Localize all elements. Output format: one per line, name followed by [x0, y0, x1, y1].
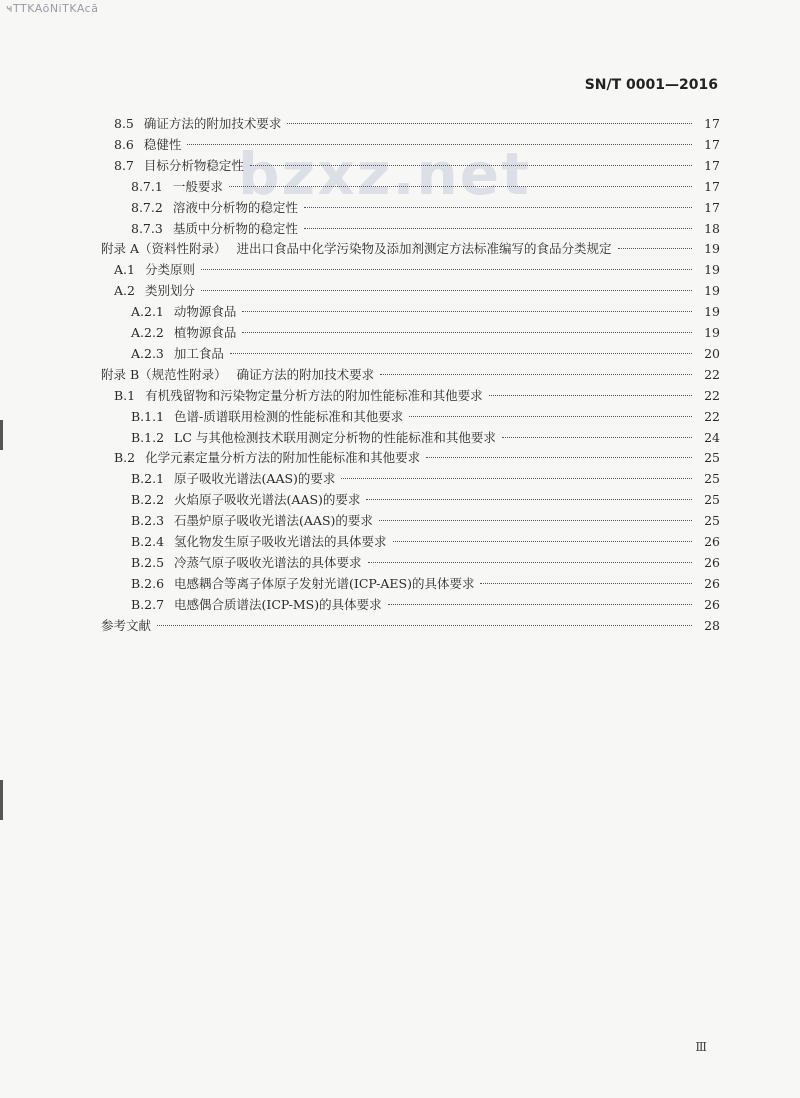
dot-leader — [230, 353, 692, 354]
toc-entry-title: 参考文献 — [101, 617, 152, 633]
dot-leader — [229, 186, 692, 187]
toc-entry-title: 确证方法的附加技术要求 — [236, 366, 375, 382]
toc-entry[interactable] — [101, 616, 720, 636]
toc-entry[interactable] — [131, 490, 720, 510]
toc-entry[interactable] — [101, 239, 720, 259]
toc-entry-page: 25 — [704, 492, 720, 508]
toc-entry-page: 17 — [704, 116, 720, 131]
dot-leader — [379, 520, 692, 521]
toc-entry-number: 8.7.1 — [131, 178, 163, 194]
toc-entry-number: 附录 B（规范性附录） — [101, 366, 227, 382]
dot-leader — [368, 562, 692, 563]
toc-entry[interactable] — [101, 365, 720, 385]
toc-entry-page: 19 — [704, 304, 720, 320]
toc-entry-title: 基质中分析物的稳定性 — [172, 220, 298, 236]
toc-entry[interactable] — [131, 428, 720, 448]
toc-entry-number: 8.5 — [114, 116, 134, 131]
toc-entry-number: A.2.3 — [131, 345, 164, 361]
standard-number: SN/T 0001—2016 — [584, 77, 718, 93]
toc-entry-number: B.2.7 — [131, 596, 165, 612]
toc-entry-title: 分类原则 — [144, 262, 195, 278]
toc-entry-number: B.1 — [114, 387, 136, 403]
toc-entry-number: B.2 — [114, 450, 136, 466]
toc-entry-number: B.2.3 — [131, 513, 165, 529]
toc-entry[interactable] — [131, 302, 720, 322]
dot-leader — [502, 437, 692, 438]
toc-entry-title: 原子吸收光谱法(AAS)的要求 — [174, 471, 336, 487]
toc-entry[interactable] — [131, 574, 720, 594]
toc-entry-page: 25 — [704, 450, 720, 466]
toc-entry-number: A.2.1 — [131, 304, 164, 320]
toc-entry-title: 化学元素定量分析方法的附加性能标准和其他要求 — [145, 450, 421, 466]
toc-entry-title: 冷蒸气原子吸收光谱法的具体要求 — [174, 554, 362, 570]
toc-entry-title: 电感偶合质谱法(ICP-MS)的具体要求 — [174, 596, 382, 612]
dot-leader — [287, 123, 692, 124]
dot-leader — [366, 499, 692, 500]
toc-entry-page: 25 — [704, 513, 720, 529]
toc-entry-number: 附录 A（资料性附录） — [101, 241, 227, 257]
toc-entry-page: 19 — [704, 262, 720, 278]
toc-entry-page: 26 — [704, 554, 720, 570]
dot-leader — [250, 165, 692, 166]
dot-leader — [242, 311, 692, 312]
toc-entry-number: B.2.5 — [131, 554, 165, 570]
toc-entry-title: 氢化物发生原子吸收光谱法的具体要求 — [174, 534, 387, 549]
toc-entry-number: B.2.4 — [131, 534, 165, 549]
toc-entry[interactable] — [114, 260, 720, 280]
page-folio: Ⅲ — [695, 1040, 707, 1054]
toc-entry-page: 18 — [704, 220, 720, 236]
toc-entry[interactable] — [131, 219, 720, 239]
dot-leader — [380, 374, 692, 375]
watermark: bzxz.net — [238, 140, 531, 208]
toc-entry-page: 22 — [704, 408, 720, 424]
toc-entry-title: 色谱-质谱联用检测的性能标准和其他要求 — [174, 408, 404, 424]
toc-entry-title: 稳健性 — [143, 136, 182, 152]
toc-entry[interactable] — [131, 469, 720, 489]
toc-entry-title: 电感耦合等离子体原子发射光谱(ICP-AES)的具体要求 — [174, 575, 475, 591]
toc-entry-page: 26 — [704, 596, 720, 612]
toc-entry[interactable] — [131, 323, 720, 343]
dot-leader — [409, 416, 692, 417]
dot-leader — [618, 248, 692, 249]
toc-entry-title: 进出口食品中化学污染物及添加剂测定方法标准编写的食品分类规定 — [236, 241, 612, 257]
toc-entry[interactable] — [131, 198, 720, 218]
dot-leader — [157, 625, 692, 626]
scan-edge-mark — [0, 420, 3, 450]
toc-entry-title: 加工食品 — [173, 345, 224, 361]
toc-entry[interactable] — [114, 156, 720, 176]
toc-entry-title: 植物源食品 — [173, 325, 237, 340]
toc-entry[interactable] — [114, 386, 720, 406]
toc-entry-title: LC 与其他检测技术联用测定分析物的性能标准和其他要求 — [174, 429, 496, 445]
toc-entry[interactable] — [114, 448, 720, 468]
scan-edge-mark — [0, 780, 3, 820]
dot-leader — [304, 228, 692, 229]
dot-leader — [426, 457, 692, 458]
toc-entry-page: 17 — [704, 136, 720, 152]
toc-entry-number: 8.7.3 — [131, 220, 163, 236]
dot-leader — [480, 583, 692, 584]
toc-entry-number: A.2.2 — [131, 325, 164, 340]
toc-entry-page: 19 — [704, 241, 720, 257]
toc-entry-page: 20 — [704, 345, 720, 361]
dot-leader — [201, 290, 692, 291]
toc-entry-page: 26 — [704, 575, 720, 591]
toc-entry[interactable] — [131, 532, 720, 552]
toc-entry[interactable] — [114, 114, 720, 134]
toc-entry-title: 石墨炉原子吸收光谱法(AAS)的要求 — [174, 513, 373, 529]
dot-leader — [304, 207, 692, 208]
dot-leader — [388, 604, 692, 605]
toc-entry[interactable] — [131, 177, 720, 197]
toc-entry-page: 17 — [704, 178, 720, 194]
toc-entry-number: B.1.2 — [131, 429, 165, 445]
toc-entry[interactable] — [131, 595, 720, 615]
dot-leader — [489, 395, 692, 396]
toc-entry-number: 8.7.2 — [131, 199, 163, 215]
toc-entry-page: 22 — [704, 387, 720, 403]
dot-leader — [187, 144, 692, 145]
toc-entry[interactable] — [114, 135, 720, 155]
toc-entry-page: 17 — [704, 199, 720, 215]
toc-entry-page: 19 — [704, 283, 720, 299]
toc-entry-page: 25 — [704, 471, 720, 487]
toc-entry-title: 目标分析物稳定性 — [143, 157, 244, 173]
toc-entry-page: 24 — [704, 429, 720, 445]
toc-entry-number: A.2 — [114, 283, 135, 299]
toc-entry[interactable] — [131, 553, 720, 573]
dot-leader — [242, 332, 692, 333]
toc-entry-number: 8.7 — [114, 157, 134, 173]
toc-entry-number: 8.6 — [114, 136, 134, 152]
toc-entry[interactable] — [131, 407, 720, 427]
scan-header-noise: ҹTTKAōNiTKAcā — [6, 2, 99, 15]
toc-entry[interactable] — [131, 511, 720, 531]
toc-entry-number: B.2.6 — [131, 575, 165, 591]
toc-entry-page: 28 — [704, 617, 720, 633]
toc-entry-page: 26 — [704, 534, 720, 549]
dot-leader — [393, 541, 692, 542]
toc-entry[interactable] — [131, 344, 720, 364]
toc-entry-page: 17 — [704, 157, 720, 173]
toc-entry-number: B.2.2 — [131, 492, 165, 508]
toc-entry-title: 溶液中分析物的稳定性 — [172, 199, 298, 215]
toc-entry-page: 22 — [704, 366, 720, 382]
toc-entry-title: 火焰原子吸收光谱法(AAS)的要求 — [174, 492, 361, 508]
toc-entry-title: 一般要求 — [172, 178, 223, 194]
toc-entry-title: 有机残留物和污染物定量分析方法的附加性能标准和其他要求 — [145, 387, 483, 403]
toc-entry-number: B.1.1 — [131, 408, 165, 424]
toc-entry-title: 类别划分 — [144, 283, 195, 299]
toc-entry-page: 19 — [704, 325, 720, 340]
toc-entry-title: 动物源食品 — [173, 304, 237, 320]
toc-entry-title: 确证方法的附加技术要求 — [143, 116, 282, 131]
toc-entry-number: A.1 — [114, 262, 135, 278]
toc-entry[interactable] — [114, 281, 720, 301]
dot-leader — [201, 269, 692, 270]
dot-leader — [341, 478, 692, 479]
toc-entry-number: B.2.1 — [131, 471, 165, 487]
